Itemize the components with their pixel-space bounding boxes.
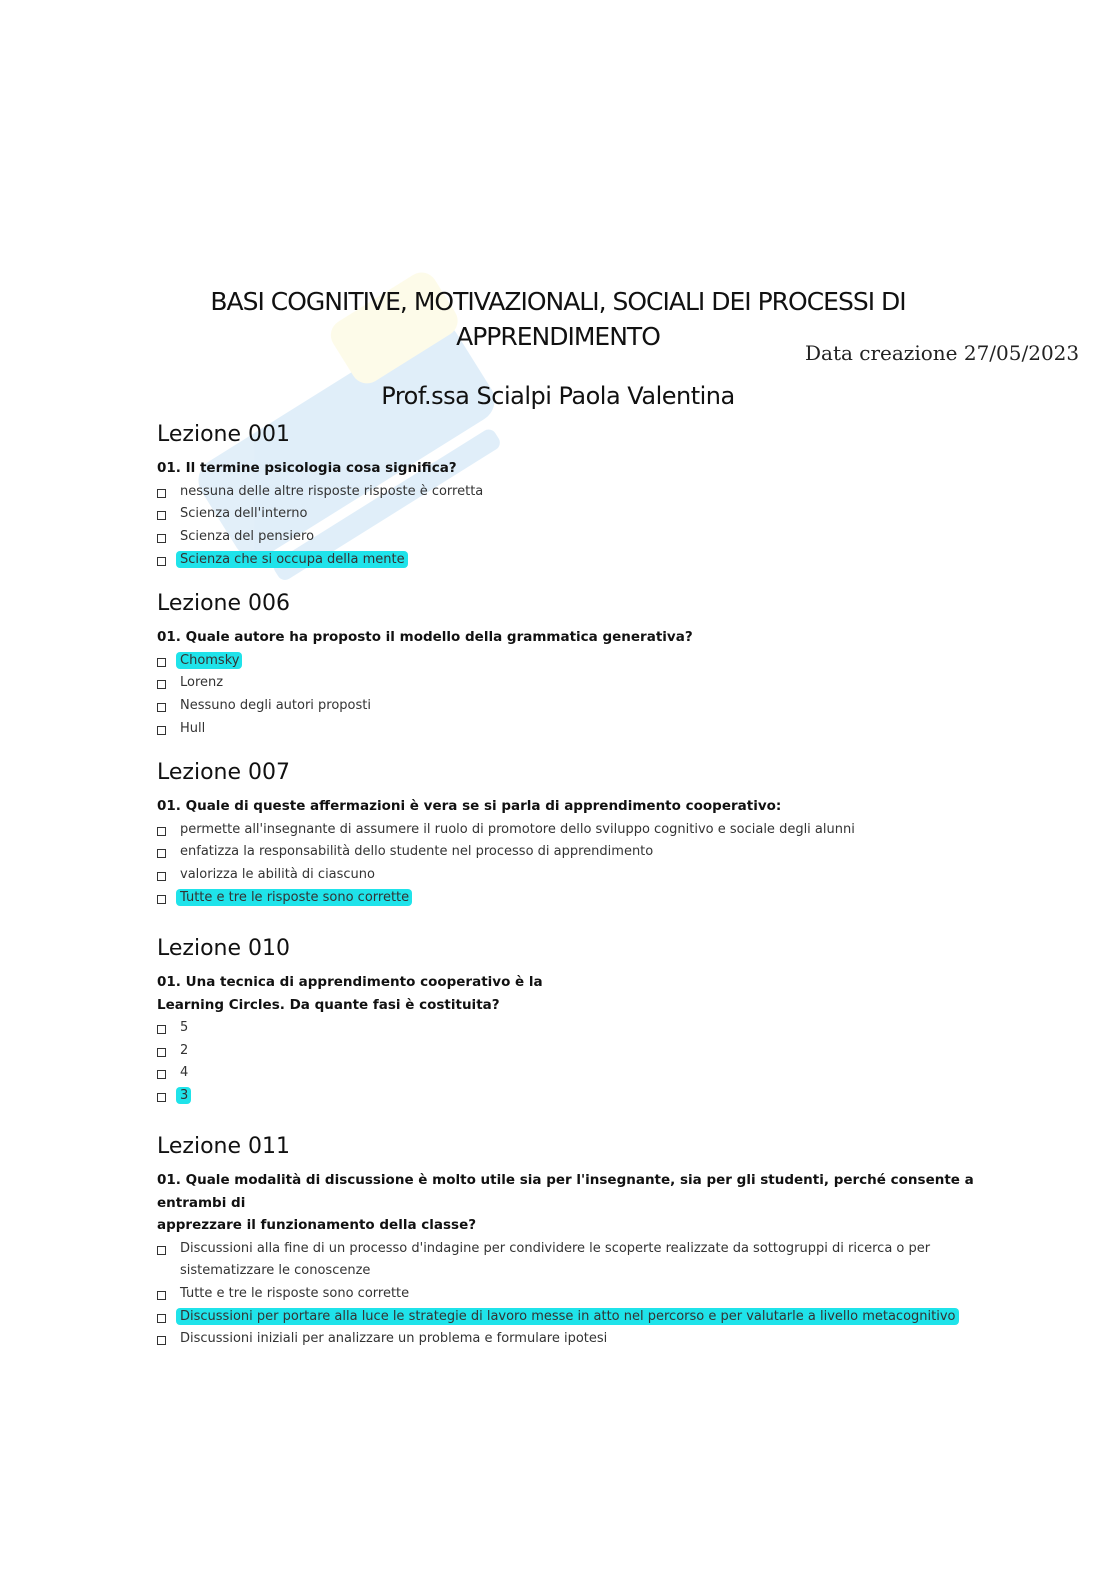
answer-option-correct[interactable] xyxy=(157,1306,1037,1329)
checkbox-icon[interactable] xyxy=(157,872,166,881)
answer-label: 4 xyxy=(180,1065,189,1081)
checkbox-icon[interactable] xyxy=(157,557,166,566)
answer-options xyxy=(157,1238,1037,1352)
checkbox-icon[interactable] xyxy=(157,1246,166,1255)
creation-date: Data creazione 27/05/2023 xyxy=(805,341,1080,365)
answer-options xyxy=(157,481,957,572)
question-text: 01. Quale di queste affermazioni è vera se si parla di apprendimento cooperativo: xyxy=(157,798,782,814)
answer-option[interactable] xyxy=(157,841,957,864)
answer-label: Tutte e tre le risposte sono corrette xyxy=(180,1285,410,1301)
answer-label: Scienza del pensiero xyxy=(180,528,315,544)
checkbox-icon[interactable] xyxy=(157,1025,166,1034)
lesson-title: Lezione 006 xyxy=(157,591,290,616)
question-text: 01. Il termine psicologia cosa significa? xyxy=(157,460,457,476)
answer-label: Lorenz xyxy=(180,675,224,691)
checkbox-icon[interactable] xyxy=(157,849,166,858)
highlighted-answer-label: Tutte e tre le risposte sono corrette xyxy=(176,889,412,906)
answer-label: Hull xyxy=(180,720,206,736)
answer-label: Nessuno degli autori proposti xyxy=(180,697,371,713)
highlighted-answer-label: 3 xyxy=(176,1087,191,1104)
checkbox-icon[interactable] xyxy=(157,1336,166,1345)
professor-name: Prof.ssa Scialpi Paola Valentina xyxy=(381,382,735,410)
answer-label: nessuna delle altre risposte risposte è corretta xyxy=(180,483,484,499)
highlighted-answer-label: Discussioni per portare alla luce le strategie di lavoro messe in atto nel percorso e per valutarle a livello metacognitivo xyxy=(176,1308,959,1325)
highlighted-answer-label: Scienza che si occupa della mente xyxy=(176,551,408,568)
checkbox-icon[interactable] xyxy=(157,1048,166,1057)
answer-label: 5 xyxy=(180,1020,189,1035)
document-title-line2: APPRENDIMENTO xyxy=(456,322,660,351)
lesson-section xyxy=(157,421,957,571)
answer-option[interactable] xyxy=(157,503,957,526)
answer-label: permette all'insegnante di assumere il ruolo di promotore dello sviluppo cognitivo e sociale degli alunni xyxy=(180,821,855,837)
lesson-title: Lezione 001 xyxy=(157,422,290,447)
answer-label: Discussioni alla fine di un processo d'indagine per condividere le scoperte realizzate da sottogruppi di ricerca o per xyxy=(180,1240,931,1256)
answer-option[interactable] xyxy=(157,1238,1037,1261)
checkbox-icon[interactable] xyxy=(157,827,166,836)
answer-label-continued: sistematizzare le conoscenze xyxy=(180,1263,371,1279)
answer-option-correct[interactable] xyxy=(157,549,957,572)
question-text: 01. Quale modalità di discussione è molto utile sia per l'insegnante, sia per gli studenti, perché consente a entrambi di xyxy=(157,1172,974,1211)
lesson-section xyxy=(157,590,957,740)
answer-option-correct[interactable] xyxy=(157,650,957,673)
answer-option[interactable] xyxy=(157,1328,1037,1351)
checkbox-icon[interactable] xyxy=(157,1070,166,1079)
answer-option-correct[interactable] xyxy=(157,887,957,910)
checkbox-icon[interactable] xyxy=(157,534,166,543)
document-title-line1: BASI COGNITIVE, MOTIVAZIONALI, SOCIALI DEI PROCESSI DI xyxy=(210,287,906,316)
checkbox-icon[interactable] xyxy=(157,489,166,498)
lesson-title: Lezione 010 xyxy=(157,936,290,961)
checkbox-icon[interactable] xyxy=(157,1093,166,1102)
answer-option[interactable] xyxy=(157,718,957,741)
answer-label: Discussioni iniziali per analizzare un problema e formulare ipotesi xyxy=(180,1331,608,1347)
lesson-section xyxy=(157,759,957,909)
answer-option-correct[interactable] xyxy=(157,1085,957,1108)
question-text-continued: apprezzare il funzionamento della classe? xyxy=(157,1217,477,1233)
answer-option[interactable] xyxy=(157,672,957,695)
answer-label: Scienza dell'interno xyxy=(180,506,308,522)
lesson-section xyxy=(157,935,957,1108)
answer-option[interactable] xyxy=(157,1062,957,1085)
lesson-title: Lezione 011 xyxy=(157,1134,290,1159)
highlighted-answer-label: Chomsky xyxy=(176,652,242,669)
question-text: 01. Una tecnica di apprendimento cooperativo è la xyxy=(157,974,543,990)
answer-option-continuation xyxy=(157,1260,1037,1283)
answer-option[interactable] xyxy=(157,1017,957,1040)
lesson-title: Lezione 007 xyxy=(157,760,290,785)
answer-options xyxy=(157,1017,957,1108)
checkbox-icon[interactable] xyxy=(157,1314,166,1323)
answer-option[interactable] xyxy=(157,695,957,718)
answer-label: 2 xyxy=(180,1042,189,1058)
question-text-continued: Learning Circles. Da quante fasi è costituita? xyxy=(157,996,500,1013)
checkbox-icon[interactable] xyxy=(157,726,166,735)
checkbox-icon[interactable] xyxy=(157,703,166,712)
checkbox-icon[interactable] xyxy=(157,680,166,689)
checkbox-icon[interactable] xyxy=(157,895,166,904)
answer-option[interactable] xyxy=(157,864,957,887)
answer-option[interactable] xyxy=(157,819,957,842)
checkbox-icon[interactable] xyxy=(157,511,166,520)
answer-option[interactable] xyxy=(157,526,957,549)
lesson-section xyxy=(157,1133,1037,1351)
checkbox-icon[interactable] xyxy=(157,658,166,667)
answer-label: valorizza le abilità di ciascuno xyxy=(180,866,375,882)
answer-label: enfatizza la responsabilità dello studente nel processo di apprendimento xyxy=(180,844,654,860)
question-text: 01. Quale autore ha proposto il modello della grammatica generativa? xyxy=(157,629,693,645)
answer-option[interactable] xyxy=(157,1040,957,1063)
answer-option[interactable] xyxy=(157,481,957,504)
answer-option[interactable] xyxy=(157,1283,1037,1306)
answer-options xyxy=(157,819,957,910)
checkbox-icon[interactable] xyxy=(157,1291,166,1300)
answer-options xyxy=(157,650,957,741)
